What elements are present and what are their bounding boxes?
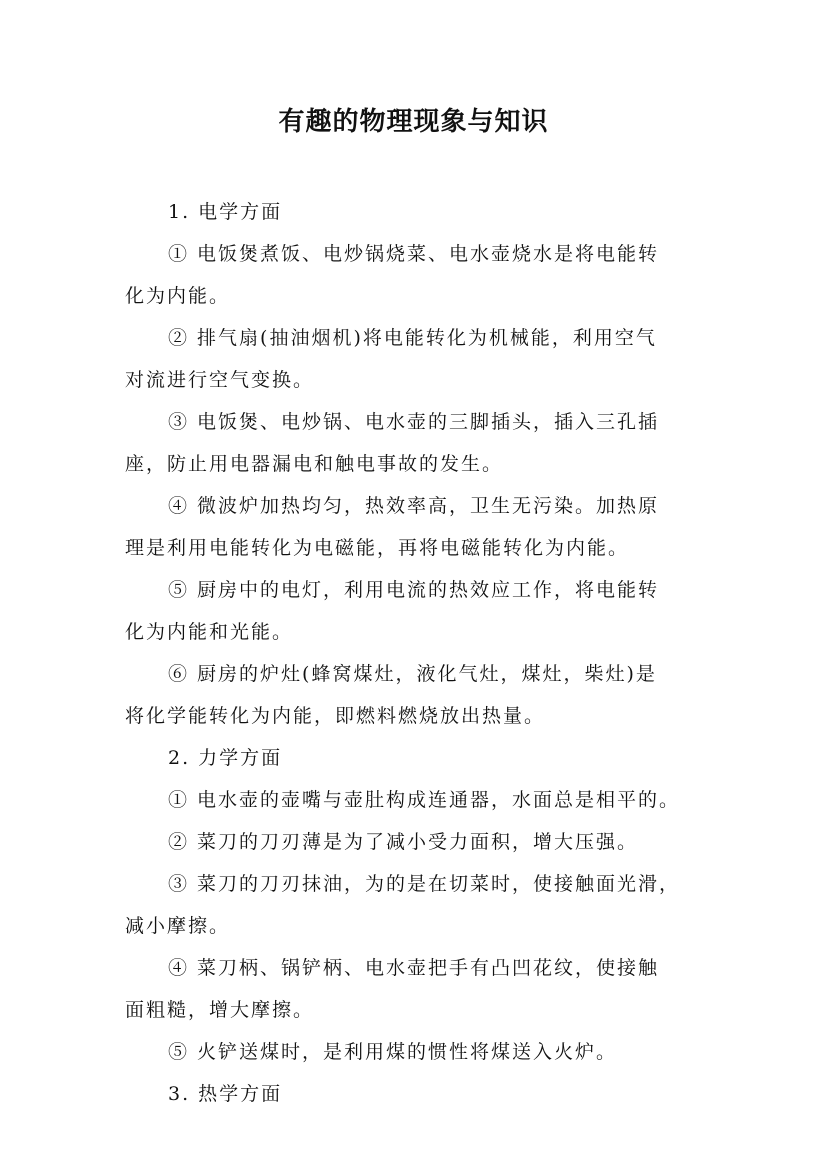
- paragraph-line: 化为内能。: [125, 285, 231, 307]
- paragraph-line: 理是利用电能转化为电磁能，再将电磁能转化为内能。: [125, 537, 630, 559]
- paragraph-line: ② 排气扇(抽油烟机)将电能转化为机械能，利用空气: [168, 327, 657, 349]
- page-title: 有趣的物理现象与知识: [278, 107, 549, 137]
- paragraph-line: ③ 电饭煲、电炒锅、电水壶的三脚插头，插入三孔插: [168, 411, 660, 433]
- paragraph-line: 减小摩擦。: [125, 915, 231, 937]
- section-heading-text: 2. 力学方面: [168, 747, 283, 769]
- paragraph-electricity-4: [125, 485, 715, 569]
- paragraph-line: 对流进行空气变换。: [125, 369, 315, 391]
- paragraph-line: ③ 菜刀的刀刃抹油，为的是在切菜时，使接触面光滑，: [168, 873, 681, 895]
- paragraph-electricity-3: [125, 401, 715, 485]
- section-heading-electricity: [125, 191, 715, 233]
- paragraph-electricity-6: [125, 653, 715, 737]
- section-heading-mechanics: [125, 737, 715, 779]
- paragraph-mechanics-2: [125, 821, 715, 863]
- paragraph-line: 座，防止用电器漏电和触电事故的发生。: [125, 453, 504, 475]
- paragraph-line: 化为内能和光能。: [125, 621, 294, 643]
- paragraph-line: ⑤ 厨房中的电灯，利用电流的热效应工作，将电能转: [168, 579, 660, 601]
- paragraph-line: ④ 菜刀柄、锅铲柄、电水壶把手有凸凹花纹，使接触: [168, 957, 660, 979]
- document-body: [125, 191, 715, 1115]
- paragraph-line: ① 电饭煲煮饭、电炒锅烧菜、电水壶烧水是将电能转: [168, 243, 660, 265]
- paragraph-mechanics-4: [125, 947, 715, 1031]
- paragraph-line: ① 电水壶的壶嘴与壶肚构成连通器，水面总是相平的。: [168, 789, 681, 811]
- paragraph-mechanics-3: [125, 863, 715, 947]
- paragraph-line: ⑤ 火铲送煤时，是利用煤的惯性将煤送入火炉。: [168, 1041, 618, 1063]
- paragraph-electricity-1: [125, 233, 715, 317]
- paragraph-line: 将化学能转化为内能，即燃料燃烧放出热量。: [125, 705, 546, 727]
- paragraph-line: ② 菜刀的刀刃薄是为了减小受力面积，增大压强。: [168, 831, 639, 853]
- section-heading-text: 1. 电学方面: [168, 201, 283, 223]
- paragraph-mechanics-5: [125, 1031, 715, 1073]
- section-heading-thermal: [125, 1073, 715, 1115]
- paragraph-electricity-2: [125, 317, 715, 401]
- paragraph-line: ④ 微波炉加热均匀，热效率高，卫生无污染。加热原: [168, 495, 660, 517]
- paragraph-mechanics-1: [125, 779, 715, 821]
- paragraph-line: ⑥ 厨房的炉灶(蜂窝煤灶，液化气灶，煤灶，柴灶)是: [168, 663, 657, 685]
- section-heading-text: 3. 热学方面: [168, 1083, 283, 1105]
- paragraph-line: 面粗糙，增大摩擦。: [125, 999, 315, 1021]
- paragraph-electricity-5: [125, 569, 715, 653]
